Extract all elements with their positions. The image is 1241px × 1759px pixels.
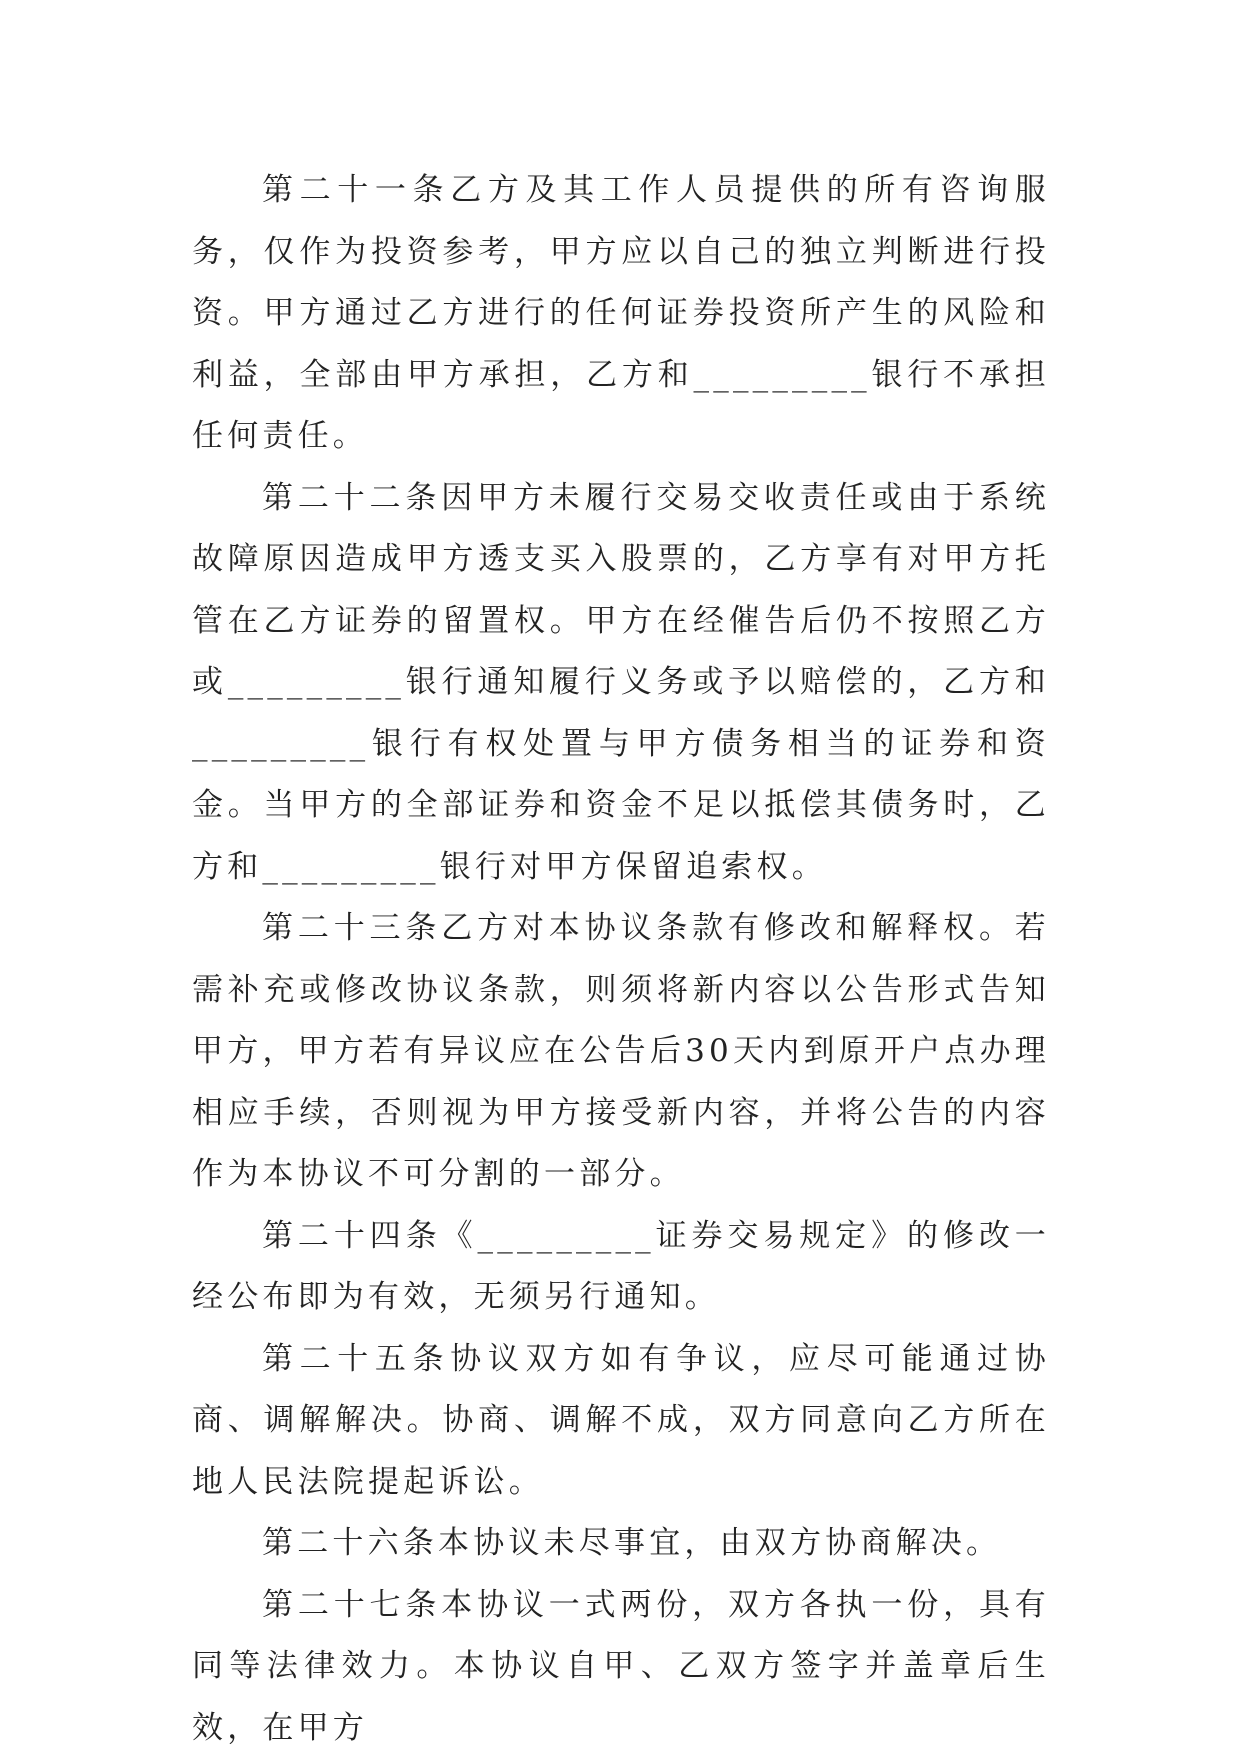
document-body <box>192 160 1050 1759</box>
article-23-paragraph: 第二十三条乙方对本协议条款有修改和解释权。若需补充或修改协议条款，则须将新内容以公告形式告知甲方，甲方若有异议应在公告后30天内到原开户点办理相应手续，否则视为甲方接受新内容，并将公告的内容作为本协议不可分割的一部分。 <box>192 898 1050 1206</box>
article-21-paragraph: 第二十一条乙方及其工作人员提供的所有咨询服务，仅作为投资参考，甲方应以自己的独立判断进行投资。甲方通过乙方进行的任何证券投资所产生的风险和利益，全部由甲方承担，乙方和_________银行不承担任何责任。 <box>192 160 1050 468</box>
article-25-paragraph: 第二十五条协议双方如有争议，应尽可能通过协商、调解解决。协商、调解不成，双方同意向乙方所在地人民法院提起诉讼。 <box>192 1329 1050 1514</box>
article-26-paragraph: 第二十六条本协议未尽事宜，由双方协商解决。 <box>192 1513 1050 1575</box>
article-27-paragraph: 第二十七条本协议一式两份，双方各执一份，具有同等法律效力。本协议自甲、乙双方签字并盖章后生效，在甲方 <box>192 1575 1050 1759</box>
article-22-paragraph: 第二十二条因甲方未履行交易交收责任或由于系统故障原因造成甲方透支买入股票的，乙方享有对甲方托管在乙方证券的留置权。甲方在经催告后仍不按照乙方或_________银行通知履行义务或予以赔偿的，乙方和_________银行有权处置与甲方债务相当的证券和资金。当甲方的全部证券和资金不足以抵偿其债务时，乙方和_________银行对甲方保留追索权。 <box>192 468 1050 899</box>
article-24-paragraph: 第二十四条《_________证券交易规定》的修改一经公布即为有效，无须另行通知。 <box>192 1206 1050 1329</box>
